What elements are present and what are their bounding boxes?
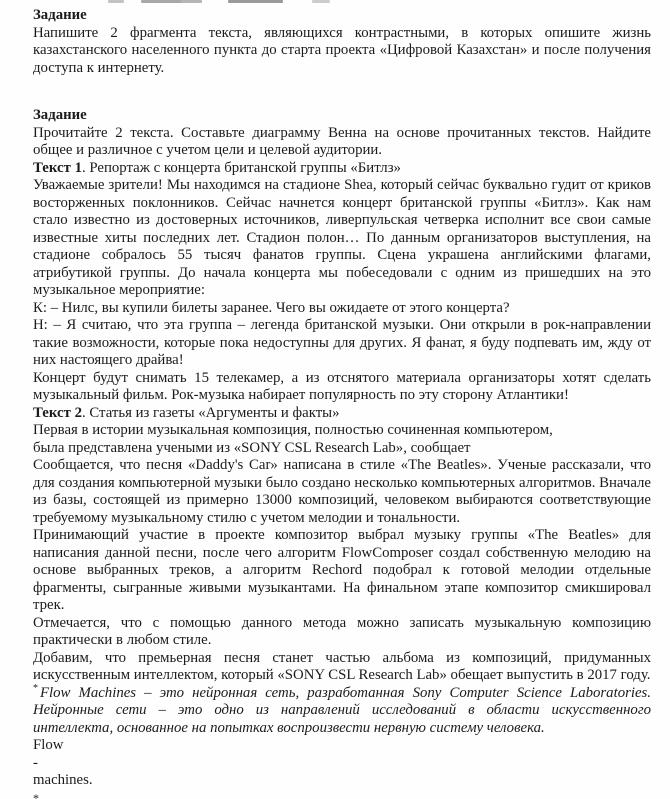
task1-body: Напишите 2 фрагмента текста, являющихся контрастными, в которых опишите жизнь казахстанского населенного пункта до старта проекта «Цифровой Казахстан» и после получения доступа к интернету.	[33, 24, 651, 76]
cropped-text-remnant	[0, 0, 670, 4]
text1-question-line: К: – Нилс, вы купили билеты заранее. Чего вы ожидаете от этого концерта?	[33, 299, 510, 316]
task1-heading: Задание	[33, 7, 87, 23]
blank-space	[33, 77, 651, 107]
text2-title-rest: . Статья из газеты «Аргументы и факты»	[81, 404, 340, 421]
footnote-tail-line-flow: Flow	[33, 737, 64, 753]
text1-intro: Уважаемые зрители! Мы находимся на стадионе Shea, который сейчас буквально гудит от криков восторженных поклонников. Сейчас начнется концерт британской группы «Битлз». Как нам стало известно из достоверных источников, ливерпульская четверка исполнит все свои самые известные хиты последних лет. Стадион полон… По данным организаторов выступления, на стадионе собралось 55 тысяч фанатов группы. Сцена украшена английскими флагами, атрибутикой группы. До начала концерта мы побеседовали с одним из пришедших на это музыкальное мероприятие:	[33, 177, 651, 298]
text1-title	[33, 160, 651, 178]
text2-para4: Добавим, что премьерная песня станет частью альбома из композиций, придуманных искусственным интеллектом, который «SONY CSL Research Lab» обещает выпустить в 2017 году.	[33, 649, 651, 683]
text2-title	[33, 405, 651, 423]
task2-body: Прочитайте 2 текста. Составьте диаграмму Венна на основе прочитанных текстов. Найдите общее и различное с учетом цели и целевой аудитории.	[33, 124, 651, 158]
text2-para3: Отмечается, что с помощью данного метода можно записать музыкальную композицию практически в любом стиле.	[33, 614, 651, 648]
text2-line2: была представлена учеными из «SONY CSL Research Lab», сообщает	[33, 439, 471, 456]
cropped-glyph-mark	[181, 0, 202, 3]
text1-answer-line: Н: – Я считаю, что эта группа – легенда британской музыки. Они открыли в рок-направлении такие возможности, которые пока недоступны для других. Я фанат, я буду подпевать им, жду от них настоящего драйва!	[33, 317, 651, 368]
text2-para2: Принимающий участие в проекте композитор выбрал музыку группы «The Beatles» для написания данной песни, после чего алгоритм FlowComposer создал собственную мелодию на основе выбранных треков, а алгоритм Rechord подобрал к готовой мелодии отдельные фрагменты, сыгранные живыми музыкантами. На финальном этапе композитор смикшировал трек.	[33, 527, 651, 613]
text2-para1: Сообщается, что песня «Daddy's Car» написана в стиле «The Beatles». Ученые рассказали, что для создания компьютерной музыки было создано несколько компьютерных алгоритмов. Вначале из базы, состоящей из примерно 13000 композиций, человеком выбираются соответствующие требуемому музыкальному стилю с учетом мелодии и тональности.	[33, 457, 651, 526]
footnote-text: Flow Machines – это нейронная сеть, разработанная Sony Computer Science Laboratories. Нейронные сети – это одно из направлений исследований в области искусственного интеллекта, основанное на попытках воспроизвести нервную систему человека.	[33, 684, 651, 736]
text2-line1: Первая в истории музыкальная композиция, полностью сочиненная компьютером,	[33, 422, 553, 438]
text1-label: Текст 1	[33, 159, 82, 176]
text1-title-rest: . Репортаж с концерта британской группы «Битлз»	[81, 159, 401, 176]
footnote	[33, 682, 651, 738]
text1-outro: Концерт будут снимать 15 телекамер, а из отснятого материала организаторы хотят сделать музыкальный фильм. Рок-музыка набирает популярность по эту сторону Атлантики!	[33, 369, 651, 403]
footnote-tail-line-dash: -	[33, 754, 38, 771]
text2-label: Текст 2	[33, 404, 82, 421]
footnote-tail-line-asterisk: *	[33, 790, 39, 799]
footnote-asterisk: *	[33, 682, 38, 694]
cropped-glyph-mark	[312, 0, 330, 3]
footnote-tail-line-machines: machines.	[33, 772, 93, 788]
cropped-glyph-mark	[228, 0, 283, 3]
cropped-glyph-mark	[108, 0, 124, 3]
task2-heading: Задание	[33, 107, 87, 123]
